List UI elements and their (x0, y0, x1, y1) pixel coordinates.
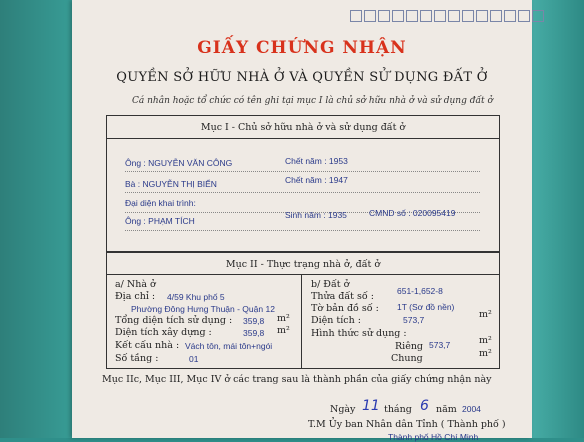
section-1-heading: Mục I - Chủ sở hữu nhà ở và sử dụng đất ở (200, 122, 406, 133)
house-address-label: Địa chỉ : (115, 291, 156, 302)
house-floors-label: Số tầng : (115, 353, 159, 364)
land-private-label: Riêng (395, 341, 424, 352)
land-shared-unit: m² (479, 348, 492, 359)
house-total-area-unit: m² (277, 313, 290, 324)
owner-2-death: Chết năm : 1947 (285, 175, 348, 185)
land-private-unit: m² (479, 335, 492, 346)
date-prefix: Ngày (330, 404, 356, 415)
land-label: b/ Đất ở (311, 279, 350, 290)
house-address-1: 4/59 Khu phố 5 (167, 292, 225, 302)
date-year: 2004 (462, 404, 481, 414)
date-year-label: năm (436, 404, 457, 415)
land-private-area: 573,7 (429, 340, 451, 350)
owner-2-name: Bà : NGUYỄN THỊ BIỂN (125, 179, 217, 189)
land-map-label: Tờ bản đồ số : (311, 303, 379, 314)
representative-label: Đại diện khai trình: (125, 198, 196, 208)
house-built-area-label: Diện tích xây dựng : (115, 327, 212, 338)
owner-1-death: Chết năm : 1953 (285, 156, 348, 166)
date-day: 11 (362, 398, 380, 414)
serial-boxes (350, 10, 546, 22)
owner-1-name: Ông : NGUYỄN VĂN CÔNG (125, 158, 233, 168)
land-usage-label: Hình thức sử dụng : (311, 328, 407, 339)
house-total-area: 359,8 (243, 316, 265, 326)
date-month: 6 (420, 398, 429, 414)
house-structure: Vách tôn, mái tôn+ngói (185, 341, 273, 351)
document-subtitle: QUYỀN SỞ HỮU NHÀ Ở VÀ QUYỀN SỬ DỤNG ĐẤT Ở (116, 70, 488, 85)
certificate-page (72, 0, 532, 442)
house-total-area-label: Tổng diện tích sử dụng : (115, 315, 233, 326)
signature-city: Thành phố Hồ Chí Minh (388, 432, 479, 442)
land-area-label: Diện tích : (311, 315, 361, 326)
document-title: GIẤY CHỨNG NHẬN (197, 38, 407, 58)
land-plot-label: Thửa đất số : (311, 291, 374, 302)
date-month-label: tháng (384, 404, 412, 415)
land-shared-label: Chung (391, 353, 423, 364)
representative-name: Ông : PHẠM TÍCH (125, 216, 195, 226)
representative-id: CMND số : 020095419 (369, 208, 456, 218)
representative-birth: Sinh năm : 1935 (285, 210, 347, 220)
house-floors: 01 (189, 354, 199, 364)
footer-note: Mục IIc, Mục III, Mục IV ở các trang sau là thành phần của giấy chứng nhận này (102, 374, 492, 385)
house-structure-label: Kết cấu nhà : (115, 340, 180, 351)
house-label: a/ Nhà ở (115, 279, 156, 290)
house-built-area-unit: m² (277, 325, 290, 336)
section-2-box (106, 251, 500, 369)
signature-authority: T.M Ủy ban Nhân dân Tỉnh ( Thành phố ) (308, 419, 506, 430)
land-area: 573,7 (403, 315, 425, 325)
land-map: 1T (Sơ đồ nền) (397, 302, 455, 312)
section-1-box (106, 115, 500, 253)
house-address-2: Phường Đông Hưng Thuận - Quận 12 (131, 304, 275, 314)
intro-text: Cá nhân hoặc tổ chức có tên ghi tại mục I là chủ sở hữu nhà ở và sử dụng đất ở (132, 96, 493, 106)
section-2-heading: Mục II - Thực trạng nhà ở, đất ở (225, 259, 381, 270)
house-built-area: 359,8 (243, 328, 265, 338)
land-area-unit: m² (479, 309, 492, 320)
land-plot: 651-1,652-8 (397, 286, 443, 296)
